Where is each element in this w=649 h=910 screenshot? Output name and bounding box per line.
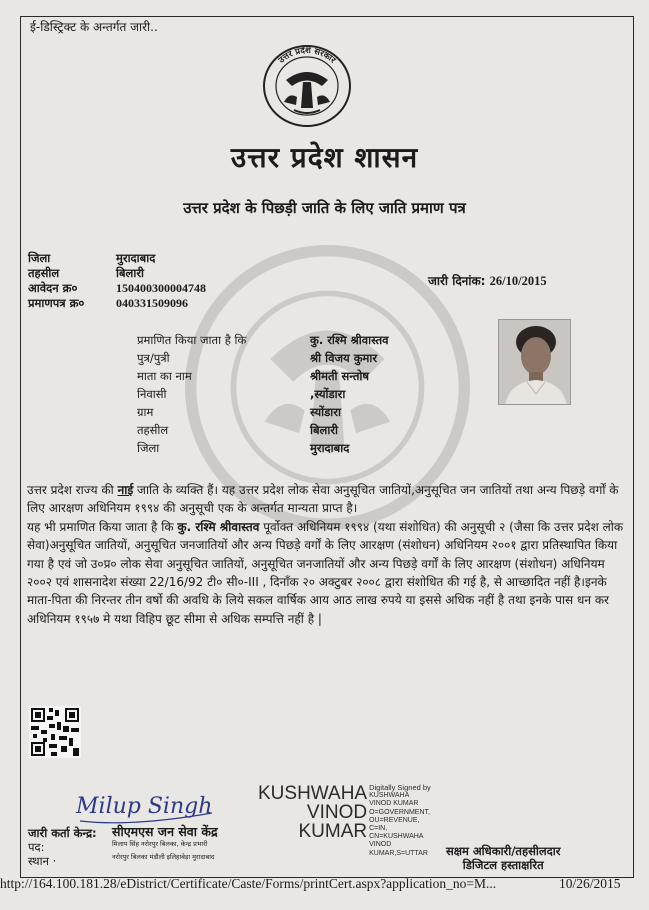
stamp-line-1: सीएमएस जन सेवा केंद्र	[112, 824, 218, 839]
person-photo-icon	[499, 320, 571, 405]
issue-date	[428, 272, 547, 289]
place-label: स्थान ·	[28, 854, 57, 868]
issue-date-label: जारी दिनांक:	[428, 274, 486, 288]
competent-officer	[446, 844, 560, 872]
meta-row-certificate-no: प्रमाणपत्र क्र० 040331509096	[28, 296, 188, 310]
body-paragraph-1: उत्तर प्रदेश राज्य की नाई जाति के व्यक्ति हैं। यह उत्तर प्रदेश लोक सेवा अनुसूचित जातियों,अनुसूचित जन जातियों तथा अन्य पिछड़े वर्गों के लिए आरक्षण अधिनियम १९९४ की अनुसूची एक के अन्तर्गत मान्यता प्राप्त है।	[27, 483, 619, 516]
stamp-line-3: नरोरपुर बिलका मंडौली इलिहाबेड़ा मुरादाबाद	[112, 853, 215, 861]
handwritten-signature	[72, 783, 222, 829]
print-date: 10/26/2015	[559, 876, 621, 891]
meta-row-tehsil: तहसील बिलारी	[28, 266, 145, 280]
top-note: ई-डिस्ट्रिक्ट के अन्तर्गत जारी..	[30, 20, 158, 34]
digital-signer-name: KUSHWAHA VINOD KUMAR	[258, 783, 368, 842]
print-url: http://164.100.181.28/eDistrict/Certificate/Caste/Forms/printCert.aspx?application_no=M...	[0, 876, 497, 891]
detail-row: तहसील बिलारी	[137, 423, 339, 437]
holder-name-inline: कु. रश्मि श्रीवास्तव	[177, 519, 260, 534]
issuer-block	[28, 826, 114, 868]
meta-row-application-no: आवेदन क्र० 150400300004748	[28, 281, 206, 295]
detail-row: जिला मुरादाबाद	[137, 441, 350, 455]
officer-title: सक्षम अधिकारी/तहसीलदार	[446, 844, 561, 858]
government-title: उत्तर प्रदेश शासन	[230, 141, 419, 174]
digitally-signed-note: डिजिटल हस्ताक्षरित	[462, 858, 544, 872]
print-footer	[0, 876, 649, 892]
detail-row: पुत्र/पुत्री श्री विजय कुमार	[137, 351, 378, 365]
holder-photo	[498, 319, 571, 405]
detail-row: ग्राम स्योंडारा	[137, 405, 341, 419]
caste-name: नाई	[117, 483, 134, 497]
certificate-body	[27, 481, 627, 628]
body-paragraph-2: यह भी प्रमाणित किया जाता है कि कु. रश्मि श्रीवास्तव पूर्वोक्त अधिनियम १९९४ (यथा संशोधित) की अनुसूची २ (जैसा कि उत्तर प्रदेश लोक सेवा)अनुसूचित जातियों, अनुसूचित जनजातियों और अन्य पिछड़े वर्गों के लिए आरक्षण (संशोधन) अधिनियम २००१ द्वारा प्रतिस्थापित किया गया है एवं जो उ०प्र० लोक सेवा अनुसूचित जातियों, अनुसूचित जनजातियों और अन्य पिछड़े वर्गों के लिए आरक्षण (संशोधन) अधिनियम २००२ एवं शासनादेश संख्या 22/16/92 टी० सी०-III , दिनाँक २० अक्टुबर २००८ द्वारा संशोधित की गई है, से आच्छादित नहीं है।इनके माता-पिता की निरन्तर तीन वर्षो की अवधि के लिये सकल वार्षिक आय आठ लाख रुपये या इससे अधिक नहीं है तथा इनके पास धन कर अधिनियम १९५७ मे यथा विहिप छूट सीमा से अधिक सम्पत्ति नहीं है |	[27, 519, 624, 626]
meta-row-district: जिला मुरादाबाद	[28, 251, 156, 265]
certificate-title: उत्तर प्रदेश के पिछड़ी जाति के लिए जाति प्रमाण पत्र	[183, 199, 466, 217]
digital-signature-details: Digitally Signed by KUSHWAHA VINOD KUMAR O=GOVERNMENT, OU=REVENUE, C=IN, CN=KUSHWAHA VINOD KUMAR,S=UTTAR	[369, 783, 431, 857]
up-government-emblem-icon	[262, 44, 352, 128]
post-label: पद:	[28, 840, 45, 854]
detail-row: निवासी ,स्योंडारा	[137, 387, 346, 401]
meta-block	[28, 251, 206, 311]
detail-row: माता का नाम श्रीमती सन्तोष	[137, 369, 370, 383]
svg-text:Milup Singh: Milup Singh	[76, 794, 213, 819]
detail-row: प्रमाणित किया जाता है कि कु. रश्मि श्रीवास्तव	[137, 333, 389, 347]
holder-details	[137, 331, 389, 457]
svg-text:उत्तर प्रदेश सरकार	[276, 45, 338, 66]
emblem-text: उत्तर प्रदेश सरकार	[276, 45, 338, 66]
digital-signature	[258, 784, 431, 858]
issuing-center-label: जारी कर्ता केन्द्र:	[28, 826, 97, 840]
stamp-line-2: मिलाप सिंह नरोरपुर बिलका, केन्द्र प्रभारी	[112, 840, 208, 848]
center-stamp	[112, 825, 254, 865]
issue-date-value: 26/10/2015	[489, 274, 547, 288]
qr-code-icon	[29, 706, 81, 758]
